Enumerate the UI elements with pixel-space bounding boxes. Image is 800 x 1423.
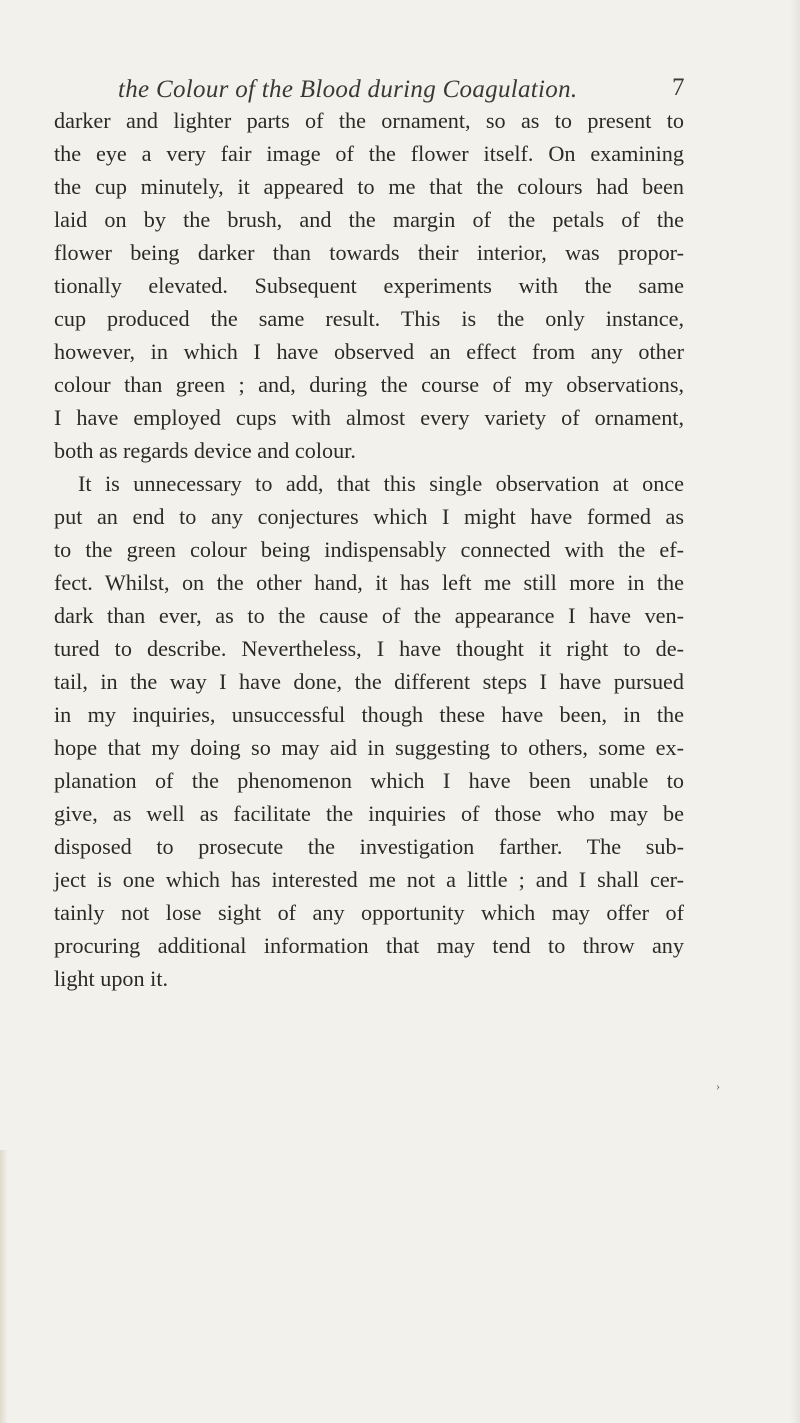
paragraph-last-line: light upon it.: [54, 966, 169, 991]
body-text: [54, 104, 684, 995]
text-line: dark than ever, as to the cause of the appearance I have ven-: [54, 603, 684, 628]
text-line: fect. Whilst, on the other hand, it has left me still more in the: [54, 570, 684, 595]
text-line: however, in which I have observed an effect from any other: [54, 339, 684, 364]
text-line: darker and lighter parts of the ornament, so as to present to: [54, 108, 684, 133]
text-line: hope that my doing so may aid in suggesting to others, some ex-: [54, 735, 684, 760]
page-stain: [0, 1150, 8, 1423]
running-head: the Colour of the Blood during Coagulation.: [118, 76, 578, 103]
text-line: ject is one which has interested me not a little ; and I shall cer-: [54, 867, 684, 892]
paragraph-first-line: It is unnecessary to add, that this single observation at once: [78, 471, 684, 496]
text-line: in my inquiries, unsuccessful though these have been, in the: [54, 702, 684, 727]
text-line: disposed to prosecute the investigation farther. The sub-: [54, 834, 684, 859]
text-line: planation of the phenomenon which I have been unable to: [54, 768, 684, 793]
text-line: tured to describe. Nevertheless, I have thought it right to de-: [54, 636, 684, 661]
paragraph-last-line: both as regards device and colour.: [54, 438, 356, 463]
text-line: cup produced the same result. This is the only instance,: [54, 306, 684, 331]
page-edge-shadow: [790, 0, 800, 1423]
text-line: I have employed cups with almost every variety of ornament,: [54, 405, 684, 430]
text-line: to the green colour being indispensably connected with the ef-: [54, 537, 684, 562]
text-line: put an end to any conjectures which I might have formed as: [54, 504, 684, 529]
text-line: tionally elevated. Subsequent experiments with the same: [54, 273, 684, 298]
text-line: tainly not lose sight of any opportunity which may offer of: [54, 900, 684, 925]
text-line: laid on by the brush, and the margin of the petals of the: [54, 207, 684, 232]
text-line: the cup minutely, it appeared to me that the colours had been: [54, 174, 684, 199]
text-line: tail, in the way I have done, the different steps I have pursued: [54, 669, 684, 694]
page-number: 7: [672, 74, 685, 101]
text-line: procuring additional information that may tend to throw any: [54, 933, 684, 958]
stray-print-mark: ›: [716, 1079, 720, 1093]
text-line: give, as well as facilitate the inquiries of those who may be: [54, 801, 684, 826]
text-line: the eye a very fair image of the flower itself. On examining: [54, 141, 684, 166]
text-line: flower being darker than towards their interior, was propor-: [54, 240, 684, 265]
text-line: colour than green ; and, during the course of my observations,: [54, 372, 684, 397]
